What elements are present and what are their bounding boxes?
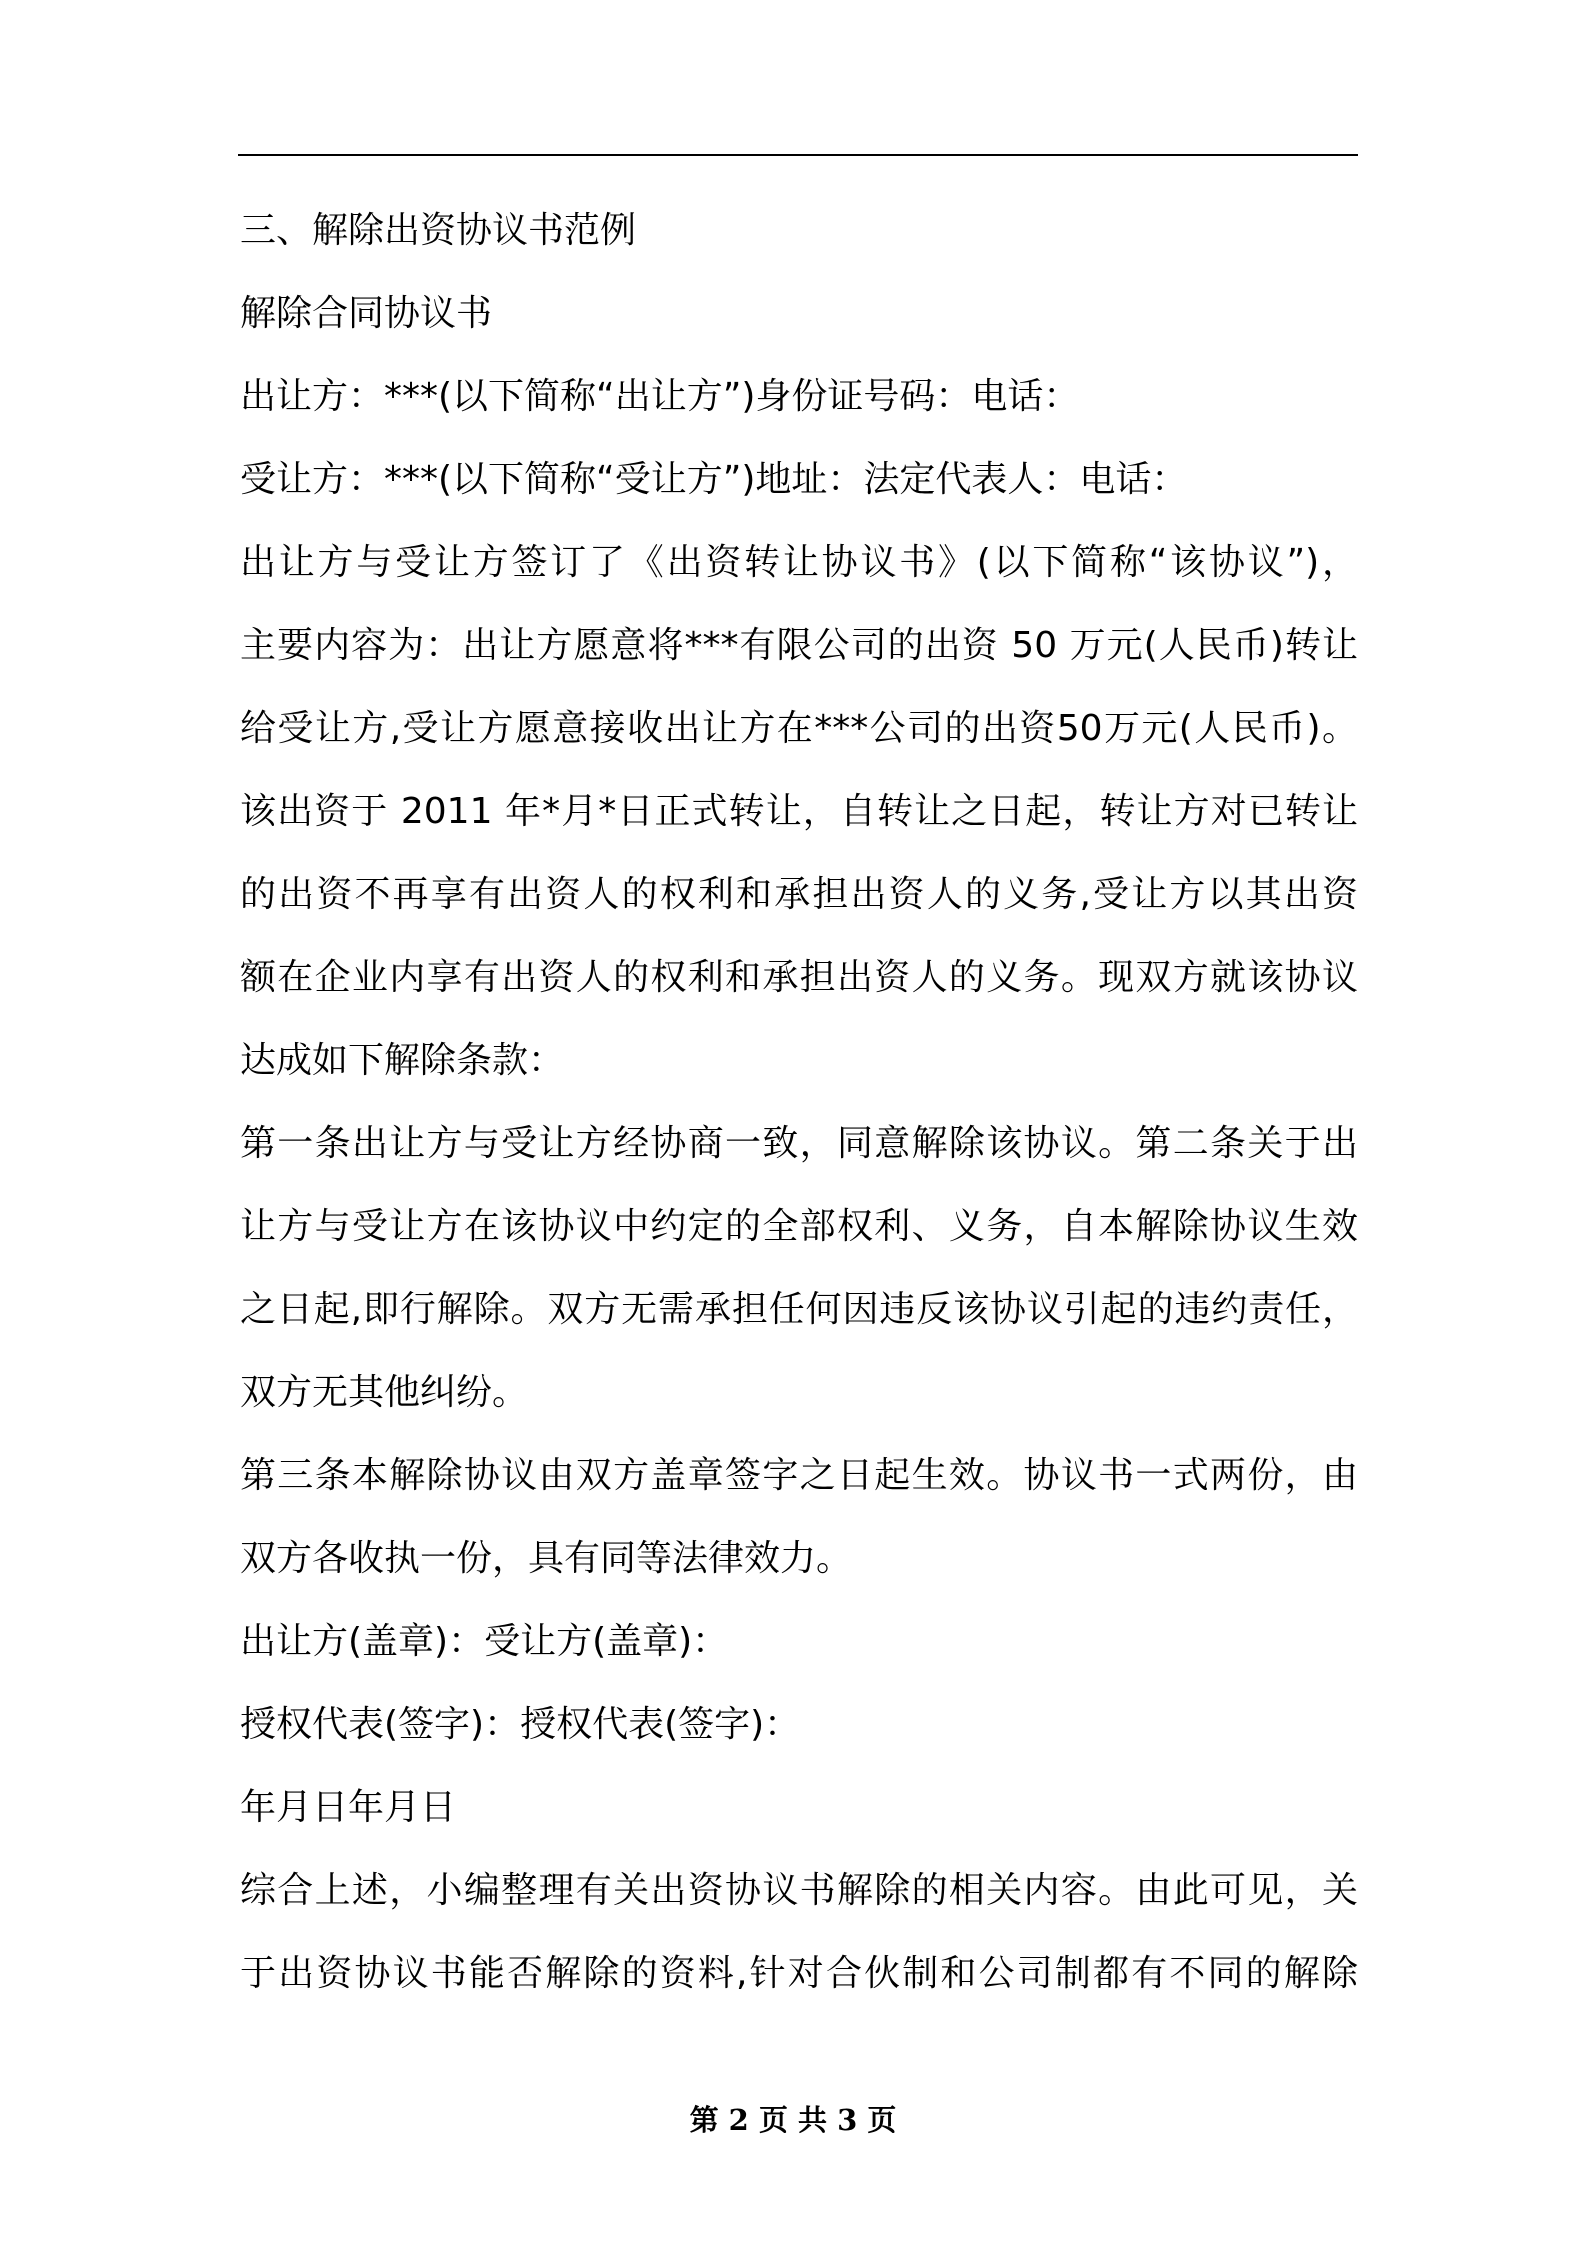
text-line: 出让方(盖章)：受让方(盖章)： <box>240 1621 729 1662</box>
page-number: 第 2 页 共 3 页 <box>689 2103 897 2137</box>
text-line: 受让方：***(以下简称“受让方”)地址：法定代表人：电话： <box>240 459 1188 500</box>
text-line: 出让方：***(以下简称“出让方”)身份证号码：电话： <box>240 376 1080 417</box>
text-line: 于出资协议书能否解除的资料,针对合伙制和公司制都有不同的解除 <box>240 1953 1358 1994</box>
text-line: 该出资于 2011 年*月*日正式转让，自转让之日起，转让方对已转让 <box>240 791 1358 832</box>
text-line: 额在企业内享有出资人的权利和承担出资人的义务。现双方就该协议 <box>240 957 1358 998</box>
text-line: 出让方与受让方签订了《出资转让协议书》(以下简称“该协议”)， <box>240 542 1358 583</box>
text-line: 的出资不再享有出资人的权利和承担出资人的义务,受让方以其出资 <box>240 874 1358 915</box>
document-title: 解除合同协议书 <box>240 293 493 334</box>
text-line: 第一条出让方与受让方经协商一致，同意解除该协议。第二条关于出 <box>240 1123 1358 1164</box>
text-line: 主要内容为：出让方愿意将***有限公司的出资 50 万元(人民币)转让 <box>240 625 1358 666</box>
text-line: 第三条本解除协议由双方盖章签字之日起生效。协议书一式两份，由 <box>240 1455 1358 1496</box>
text-line: 达成如下解除条款： <box>240 1040 565 1081</box>
text-line: 之日起,即行解除。双方无需承担任何因违反该协议引起的违约责任， <box>240 1289 1358 1330</box>
document-body <box>240 196 1358 2022</box>
header-rule <box>238 154 1358 156</box>
text-line: 授权代表(签字)：授权代表(签字)： <box>240 1704 801 1745</box>
text-line: 年月日年月日 <box>240 1787 457 1828</box>
text-line: 综合上述，小编整理有关出资协议书解除的相关内容。由此可见，关 <box>240 1870 1358 1911</box>
text-line: 双方无其他纠纷。 <box>240 1372 529 1413</box>
text-line: 双方各收执一份，具有同等法律效力。 <box>240 1538 853 1579</box>
text-line: 让方与受让方在该协议中约定的全部权利、义务，自本解除协议生效 <box>240 1206 1358 1247</box>
text-line: 给受让方,受让方愿意接收出让方在***公司的出资50万元(人民币)。 <box>240 708 1358 749</box>
section-heading: 三、解除出资协议书范例 <box>240 210 637 251</box>
